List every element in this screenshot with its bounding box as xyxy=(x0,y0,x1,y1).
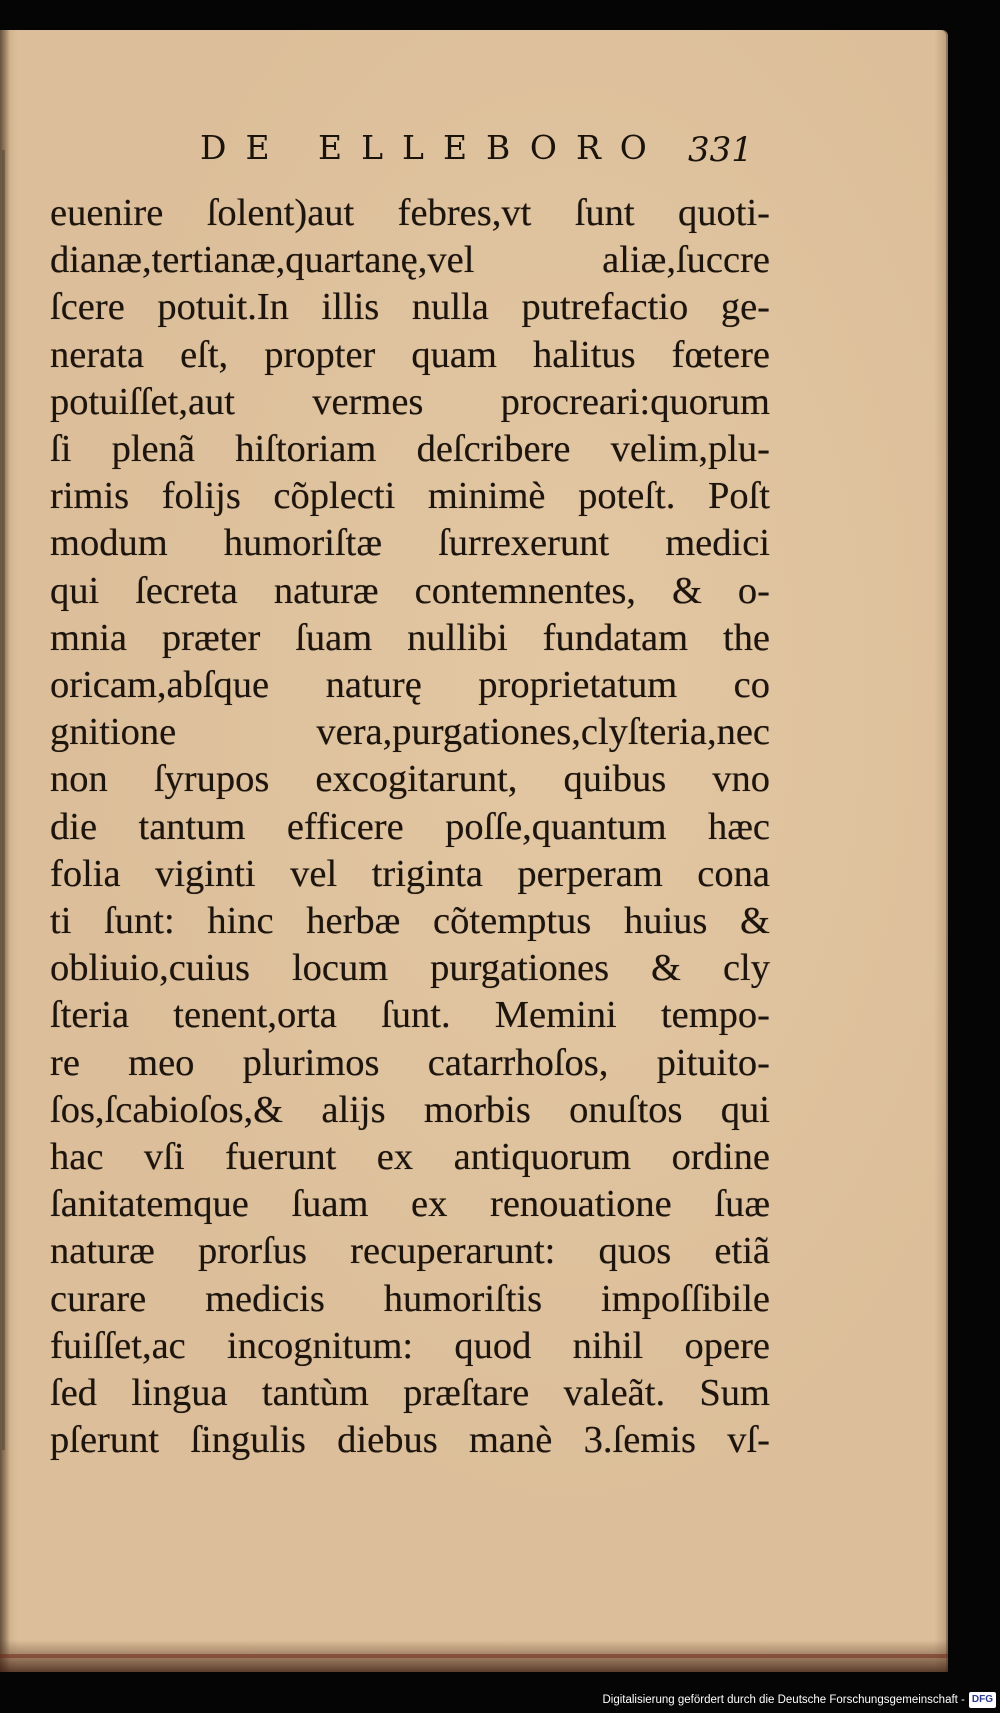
text-line: folia viginti vel triginta perperam cona xyxy=(50,852,770,895)
page-bottom-edge xyxy=(0,1640,948,1672)
text-line: rimis folijs cõplecti minimè poteſt. Poſt xyxy=(50,475,770,518)
text-line: potuiſſet,aut vermes procreari:quorum xyxy=(50,380,770,423)
text-line: ſcere potuit.In illis nulla putrefactio ge- xyxy=(50,286,770,329)
text-line: ſteria tenent,orta ſunt. Memini tempo- xyxy=(50,994,770,1037)
dfg-logo: DFG xyxy=(969,1692,996,1708)
text-line: curare medicis humoriſtis impoſſibile xyxy=(50,1277,770,1320)
text-line: die tantum efficere poſſe,quantum hæc xyxy=(50,805,770,848)
text-line: qui ſecreta naturæ contemnentes, & o- xyxy=(50,569,770,612)
text-line: oricam,abſque naturę proprietatum co xyxy=(50,664,770,707)
credit-text: Digitalisierung gefördert durch die Deutsche Forschungsgemeinschaft - xyxy=(602,1694,965,1706)
text-line: re meo plurimos catarrhoſos, pituito- xyxy=(50,1041,770,1084)
text-line: ſed lingua tantùm præſtare valeãt. Sum xyxy=(50,1372,770,1415)
body-text xyxy=(50,190,770,1464)
text-line: dianæ,tertianæ,quartanę,vel aliæ,ſuccre xyxy=(50,239,770,282)
digitization-credit xyxy=(602,1691,996,1709)
text-line: mnia præter ſuam nullibi fundatam the xyxy=(50,616,770,659)
page-edge xyxy=(2,150,5,1450)
text-line: ti ſunt: hinc herbæ cõtemptus huius & xyxy=(50,900,770,943)
text-line: non ſyrupos excogitarunt, quibus vno xyxy=(50,758,770,801)
text-line: obliuio,cuius locum purgationes & cly xyxy=(50,947,770,990)
text-line: ſanitatemque ſuam ex renouatione ſuæ xyxy=(50,1183,770,1226)
edge-stripe xyxy=(0,1654,948,1658)
text-line: naturæ prorſus recuperarunt: quos etiã xyxy=(50,1230,770,1273)
text-line: gnitione vera,purgationes,clyſteria,nec xyxy=(50,711,770,754)
text-line: nerata eſt, propter quam halitus fœtere xyxy=(50,333,770,376)
page-number: 331 xyxy=(688,130,753,170)
text-line: modum humoriſtæ ſurrexerunt medici xyxy=(50,522,770,565)
running-head: DE ELLEBORO xyxy=(200,128,666,167)
text-line: ſos,ſcabioſos,& alijs morbis onuſtos qui xyxy=(50,1088,770,1131)
text-line: euenire ſolent)aut febres,vt ſunt quoti- xyxy=(50,192,770,234)
text-line: pſerunt ſingulis diebus manè 3.ſemis vſ- xyxy=(50,1419,770,1462)
text-line: ſi plenã hiſtoriam deſcribere velim,plu- xyxy=(50,428,770,471)
text-line: fuiſſet,ac incognitum: quod nihil opere xyxy=(50,1324,770,1367)
text-line: hac vſi fuerunt ex antiquorum ordine xyxy=(50,1136,770,1179)
